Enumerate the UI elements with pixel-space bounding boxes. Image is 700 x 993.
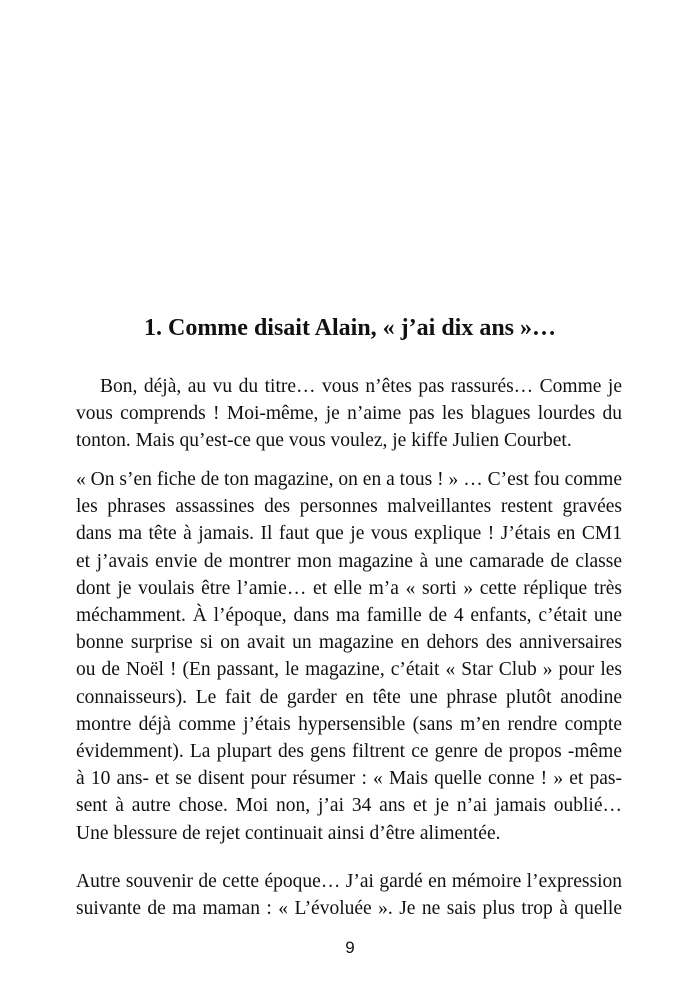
text-line: bonne surprise si on avait un magazine en dehors des anniversaires [76, 632, 622, 654]
text-line: dans ma tête à jamais. Il faut que je vous explique ! J’étais en CM1 [76, 523, 622, 545]
text-line: à 10 ans- et se disent pour résumer : « Mais quelle conne ! » et pas- [76, 768, 622, 790]
text-line: Autre souvenir de cette époque… J’ai gardé en mémoire l’expression [76, 871, 622, 892]
text-line: et j’avais envie de montrer mon magazine à une camarade de classe [76, 550, 622, 572]
text-line: méchamment. À l’époque, dans ma famille de 4 enfants, c’était une [76, 605, 622, 627]
text-line: connaisseurs). Le fait de garder en tête une phrase plutôt anodine [76, 686, 622, 708]
text-line: ou de Noël ! (En passant, le magazine, c’était « Star Club » pour les [76, 659, 622, 681]
text-line: vous comprends ! Moi-même, je n’aime pas les blagues lourdes du [76, 403, 622, 425]
chapter-title: 1. Comme disait Alain, « j’ai dix ans »… [143, 315, 557, 341]
text-line: tonton. Mais qu’est-ce que vous voulez, je kiffe Julien Courbet. [76, 430, 572, 452]
page-number: 9 [345, 938, 355, 957]
text-line: les phrases assassines des personnes malveillantes restent gravées [76, 496, 622, 518]
text-line: Une blessure de rejet continuait ainsi d’être alimentée. [76, 822, 501, 844]
paragraph-2 [76, 466, 622, 847]
text-line: montre déjà comme j’étais hypersensible (sans m’en rendre compte [76, 713, 622, 735]
paragraph-3 [76, 868, 622, 922]
paragraph-1 [76, 373, 622, 455]
text-line: dont je voulais être l’amie… et elle m’a « sorti » cette réplique très [76, 577, 622, 599]
text-line: « On s’en fiche de ton magazine, on en a tous ! » … C’est fou comme [76, 469, 622, 490]
text-line: évidemment). La plupart des gens filtrent ce genre de propos -même [76, 741, 622, 763]
text-line: Bon, déjà, au vu du titre… vous n’êtes pas rassurés… Comme je [100, 376, 622, 397]
text-line: sent à autre chose. Moi non, j’ai 34 ans et je n’ai jamais oublié… [76, 795, 622, 817]
text-line: suivante de ma maman : « L’évoluée ». Je ne sais plus trop à quelle [76, 898, 622, 920]
